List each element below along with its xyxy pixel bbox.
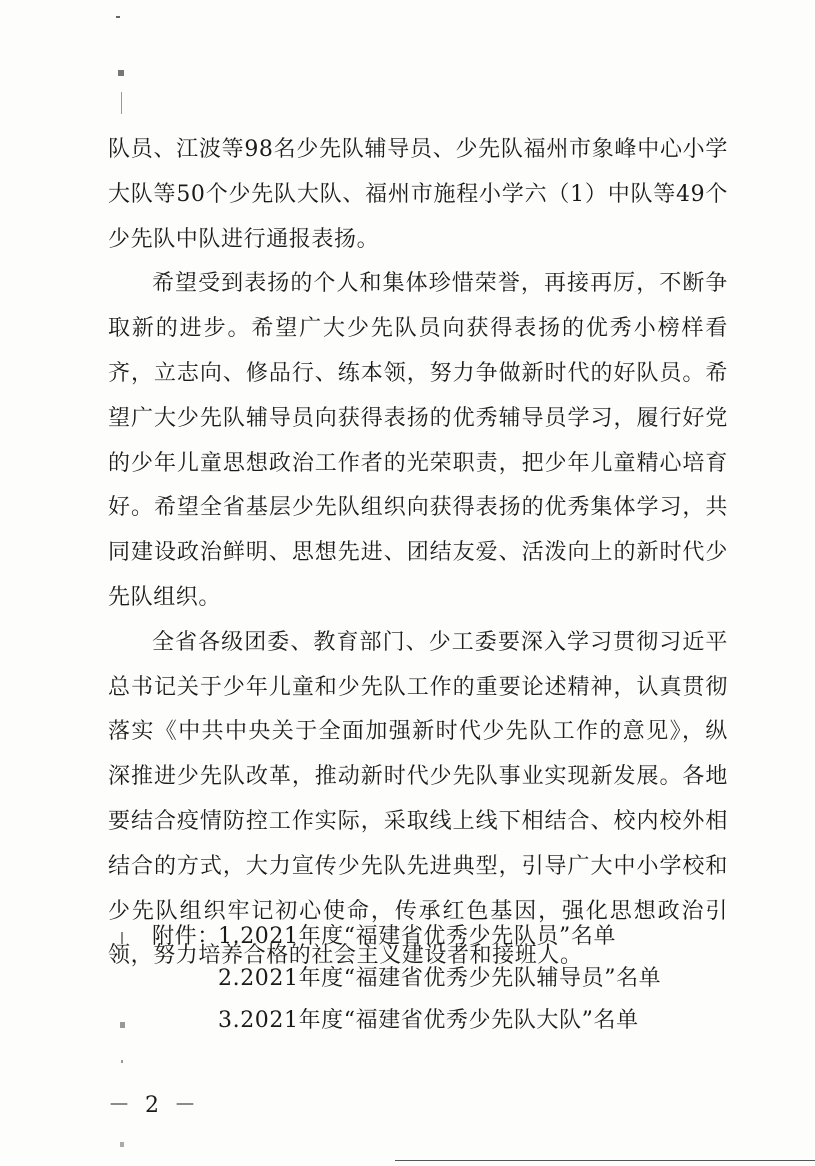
paragraph: 全省各级团委、教育部门、少工委要深入学习贯彻习近平总书记关于少年儿童和少先队工作的重要论述精神，认真贯彻落实《中共中央关于全面加强新时代少先队工作的意见》，纵深推进少先队改革，推动新时代少先队事业实现新发展。各地要结合疫情防控工作实际，采取线上线下相结合、校内校外相结合的方式，大力宣传少先队先进典型，引导广大中小学校和少先队组织牢记初心使命，传承红色基因，强化思想政治引领，努力培养合格的社会主义建设者和接班人。 xyxy=(108,629,728,969)
scan-artifact xyxy=(120,1142,124,1147)
page-number: － 2 － xyxy=(108,1093,200,1118)
scan-edge-line xyxy=(395,1160,815,1161)
attachment-title: 3.2021年度“福建省优秀少先队大队”名单 xyxy=(218,1008,639,1033)
attachment-title: 2.2021年度“福建省优秀少先队辅导员”名单 xyxy=(218,966,662,991)
scan-artifact xyxy=(120,1022,125,1028)
attachments-list xyxy=(152,916,661,1042)
scan-artifact xyxy=(121,92,122,114)
paragraph: 希望受到表扬的个人和集体珍惜荣誉，再接再厉，不断争取新的进步。希望广大少先队员向获得表扬的优秀小榜样看齐，立志向、修品行、练本领，努力争做新时代的好队员。希望广大少先队辅导员向获得表扬的优秀辅导员学习，履行好党的少年儿童思想政治工作者的光荣职责，把少年儿童精心培育好。希望全省基层少先队组织向获得表扬的优秀集体学习，共同建设政治鲜明、思想先进、团结友爱、活泼向上的新时代少先队组织。 xyxy=(108,271,728,610)
attachments-label: 附件： xyxy=(152,924,220,949)
attachment-item xyxy=(152,958,661,1000)
attachment-title: 1.2021年度“福建省优秀少先队员”名单 xyxy=(218,924,617,949)
attachment-item xyxy=(152,916,661,958)
body-text xyxy=(108,128,728,979)
scan-artifact xyxy=(121,1060,123,1063)
scan-artifact xyxy=(118,70,124,76)
scan-artifact xyxy=(116,16,120,18)
attachment-item xyxy=(152,1000,661,1042)
paragraph: 队员、江波等98名少先队辅导员、少先队福州市象峰中心小学大队等50个少先队大队、福州市施程小学六（1）中队等49个少先队中队进行通报表扬。 xyxy=(108,137,728,252)
